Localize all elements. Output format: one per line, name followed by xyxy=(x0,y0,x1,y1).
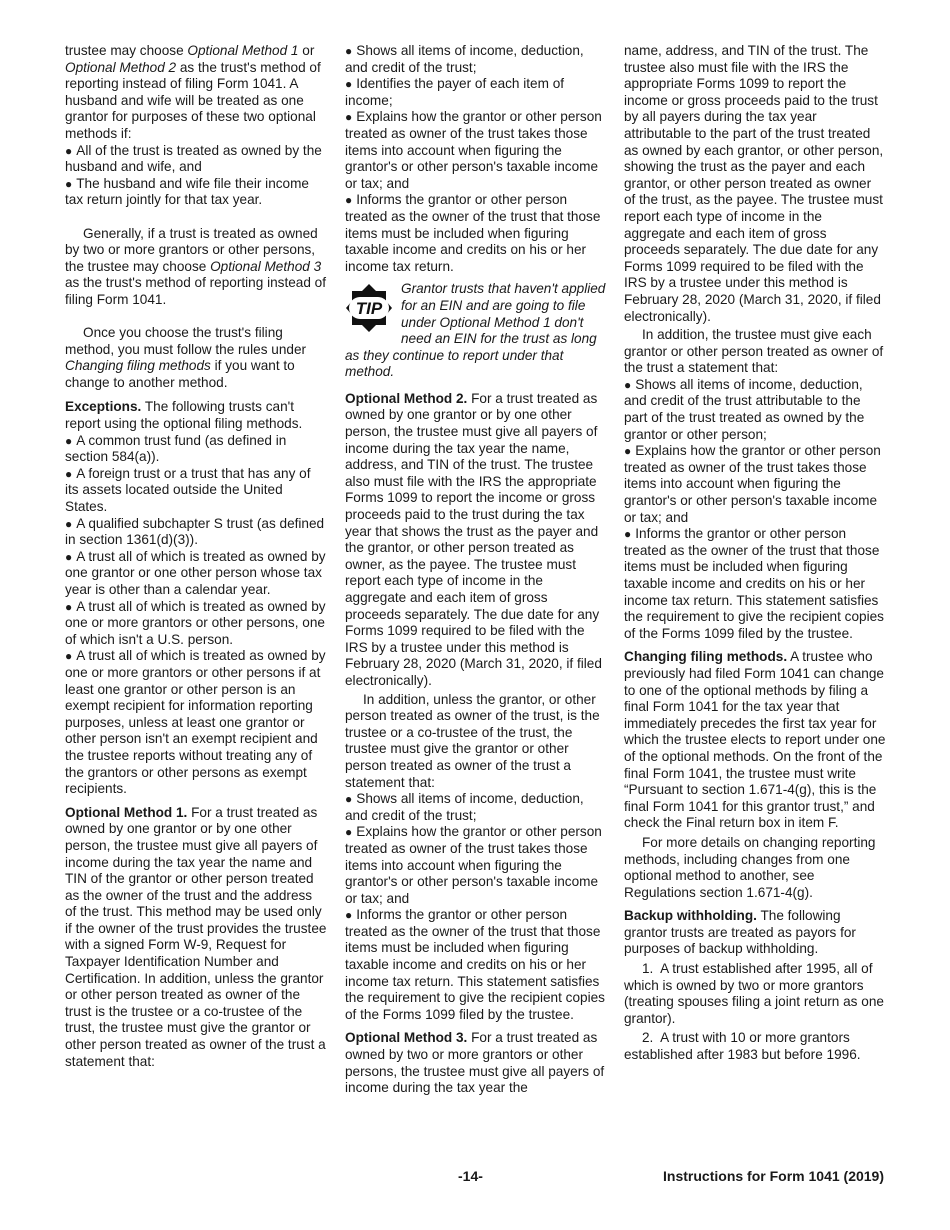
bullet-text: Shows all items of income, deduction, and credit of the trust; xyxy=(345,791,584,823)
bullet-icon: ● xyxy=(345,825,353,840)
bullet-text: Explains how the grantor or other person treated as owner of the trust takes those items into account when figuring the grantor's or other person's taxable income or tax; and xyxy=(345,109,602,191)
section-heading: Changing filing methods. xyxy=(624,649,788,665)
optional-method-3-paragraph xyxy=(345,1030,607,1096)
italic-term: Optional Method 1 xyxy=(187,43,299,58)
changing-filing-methods-paragraph xyxy=(624,649,886,832)
tip-icon xyxy=(345,283,393,333)
paragraph-in-addition: In addition, unless the grantor, or other person treated as owner of the trust, is the trustee or a co-trustee of the trust, the trustee must give the grantor or other person treated as owner of the trust a statement that: xyxy=(345,691,600,790)
optional-method-1-paragraph xyxy=(65,805,327,1071)
bullet-item xyxy=(65,599,327,649)
bullet-icon: ● xyxy=(65,649,73,664)
bullet-item xyxy=(345,109,607,192)
bullet-item xyxy=(65,466,327,516)
bullet-text: A qualified subchapter S trust (as defined in section 1361(d)(3)). xyxy=(65,515,325,548)
italic-term: Optional Method 3 xyxy=(210,258,322,274)
bullet-text: A trust all of which is treated as owned by one or more grantors or other persons, one of which isn't a U.S. person. xyxy=(65,598,326,647)
bullet-text: Explains how the grantor or other person treated as owner of the trust takes those items into account when figuring the grantor's or other person's taxable income or tax; and xyxy=(624,443,881,525)
exceptions-paragraph xyxy=(65,399,327,432)
bullet-item xyxy=(65,516,327,549)
paragraph-changing-method xyxy=(65,325,327,391)
numbered-item: 2. A trust with 10 or more grantors established after 1983 but before 1996. xyxy=(624,1030,861,1063)
bullet-text: Shows all items of income, deduction, and credit of the trust attributable to the part of the trust treated as owned by the grantor or other person; xyxy=(624,376,865,442)
text-run: as the trust's method of reporting instead of filing Form 1041. xyxy=(65,275,327,307)
bullet-icon: ● xyxy=(624,377,632,392)
bullet-icon: ● xyxy=(65,466,73,481)
section-heading: Exceptions. xyxy=(65,399,142,415)
text-run: as the trust's method of reporting instead of filing Form 1041. A husband and wife will be treated as one grantor for purposes of these two optional methods if: xyxy=(65,59,321,141)
bullet-text: Explains how the grantor or other person treated as owner of the trust takes those items into account when figuring the grantor's or other person's taxable income or tax; and xyxy=(345,824,602,906)
bullet-text: Shows all items of income, deduction, and credit of the trust; xyxy=(345,43,584,75)
section-heading: Backup withholding. xyxy=(624,908,757,924)
bullet-item xyxy=(624,377,886,443)
italic-term: Optional Method 2 xyxy=(65,59,177,75)
bullet-text: A trust all of which is treated as owned by one or more grantors or other persons if at least one grantor or other person is an exempt recipient for information reporting purposes, unless at least one grantor or other person isn't an exempt recipient and the trustee reports without treating any of the grantors or other persons as exempt recipients. xyxy=(65,648,326,797)
paragraph-more-details: For more details on changing reporting methods, including changes from one optional method to another, see Regulations section 1.671-4(g). xyxy=(624,834,876,900)
italic-term: Changing filing methods xyxy=(65,358,211,374)
bullet-text: A common trust fund (as defined in section 584(a)). xyxy=(65,432,287,465)
paragraph-in-addition: In addition, the trustee must give each grantor or other person treated as owner of the trust a statement that: xyxy=(624,327,884,376)
bullet-text: Informs the grantor or other person treated as the owner of the trust that those items must be included when figuring taxable income and credits on his or her income tax return. xyxy=(345,192,601,274)
bullet-item xyxy=(345,907,607,1023)
column-2 xyxy=(345,43,607,1097)
column-3 xyxy=(624,43,886,1064)
bullet-item xyxy=(65,143,327,176)
text-run: For a trust treated as owned by one grantor or by one other person, the trustee must give all payers of income during the tax year the name and TIN of the grantor or other person treated as the owner of the trust and the address of the trust. This method may be used only if the owner of the trust provides the trustee with a signed Form W-9, Request for Taxpayer Identification Number and Certification. In addition, unless the grantor or other person treated as owner of the trust is the trustee or a co-trustee of the trust, the trustee must give the grantor or other person treated as owner of the trust a statement that: xyxy=(65,804,327,1069)
text-run: A trustee who previously had filed Form 1041 can change to one of the optional methods by filing a final Form 1041 for the tax year that immediately precedes the first tax year for which the trustee elects to report under one of the optional methods. On the front of the final Form 1041, the trustee must write “Pursuant to section 1.671-4(g), this is the final Form 1041 for this grantor trust,” and check the Final return box in item F. xyxy=(624,649,886,831)
bullet-item xyxy=(345,192,607,275)
paragraph-optional-methods-intro xyxy=(65,43,327,143)
bullet-icon: ● xyxy=(624,444,632,459)
bullet-item xyxy=(624,443,886,526)
paragraph-two-grantors xyxy=(65,226,327,309)
bullet-item xyxy=(65,549,327,599)
bullet-item xyxy=(345,43,607,76)
bullet-icon: ● xyxy=(345,908,353,923)
text-run: The following trusts can't report using the optional filing methods. xyxy=(65,399,303,432)
section-heading: Optional Method 3. xyxy=(345,1030,468,1046)
section-heading: Optional Method 2. xyxy=(345,390,468,406)
text-run: For a trust treated as owned by one grantor or by one other person, the trustee must give all payers of income during the tax year the name, address, and TIN of the trust. The trustee also must file with the IRS the appropriate Forms 1099 to report the income or gross proceeds paid to the trust during the tax year that shows the trust as the payer and the grantor, or other person treated as owner, as the payee. The trustee must report each type of income in the aggregate and each item of gross proceeds separately. The due date for any Forms 1099 required to be filed with the IRS by a trustee under this method is February 28, 2020 (March 31, 2020, if filed electronically). xyxy=(345,390,602,688)
form-title: Instructions for Form 1041 (2019) xyxy=(663,1168,884,1184)
bullet-icon: ● xyxy=(345,110,353,125)
paragraph-method-3-continued: name, address, and TIN of the trust. The trustee also must file with the IRS the appropriate Forms 1099 to report the income or gross proceeds paid to the trust by all payers during the tax year attributable to the part of the trust treated as owned by each grantor, or other person, showing the trust as the payer and each grantor, or other person treated as owner of the trust, as the payee. The trustee must report each type of income in the aggregate and each item of gross proceeds separately. The due date for any Forms 1099 required to be filed with the IRS by a trustee under this method is February 28, 2020 (March 31, 2020, if filed electronically). xyxy=(624,43,884,324)
bullet-item xyxy=(345,76,607,109)
bullet-text: Informs the grantor or other person treated as the owner of the trust that those items must be included when figuring taxable income and credits on his or her income tax return. This statement satisfies the requirement to give the recipient copies of the Forms 1099 filed by the trustee. xyxy=(624,526,884,641)
text-run: if you want to change to another method. xyxy=(65,358,295,390)
bullet-item xyxy=(65,648,327,797)
bullet-item xyxy=(345,824,607,907)
bullet-text: Identifies the payer of each item of income; xyxy=(345,76,565,108)
bullet-icon: ● xyxy=(65,599,73,614)
bullet-icon: ● xyxy=(65,549,73,564)
bullet-icon: ● xyxy=(65,516,73,531)
bullet-icon: ● xyxy=(345,792,353,807)
column-1 xyxy=(65,43,327,1070)
bullet-text: A trust all of which is treated as owned by one grantor or one other person whose tax year is other than a calendar year. xyxy=(65,548,326,597)
bullet-item xyxy=(65,433,327,466)
bullet-icon: ● xyxy=(345,77,353,92)
bullet-icon: ● xyxy=(345,44,353,58)
bullet-text: All of the trust is treated as owned by the husband and wife, and xyxy=(65,142,322,175)
text-run: trustee may choose xyxy=(65,43,188,58)
bullet-icon: ● xyxy=(345,193,353,208)
bullet-text: Informs the grantor or other person treated as the owner of the trust that those items must be included when figuring taxable income and credits on his or her income tax return. This statement satisfies the requirement to give the recipient copies of the Forms 1099 filed by the trustee. xyxy=(345,907,605,1022)
bullet-icon: ● xyxy=(65,176,73,191)
text-run: For a trust treated as owned by two or more grantors or other persons, the trustee must give all payers of income during the tax year the xyxy=(345,1030,605,1096)
bullet-icon: ● xyxy=(65,143,73,158)
numbered-item: 1. A trust established after 1995, all of which is owned by two or more grantors (treating spouses filing a joint return as one grantor). xyxy=(624,961,884,1026)
bullet-item xyxy=(624,526,886,642)
bullet-item xyxy=(65,176,327,209)
tip-text: Grantor trusts that haven't applied for an EIN and are going to file under Optional Method 1 don't need an EIN for the trust as long as they continue to report under that method. xyxy=(345,281,606,380)
text-run: Once you choose the trust's filing method, you must follow the rules under xyxy=(65,325,307,357)
optional-method-2-paragraph xyxy=(345,391,607,690)
text-run: Generally, if a trust is treated as owned by two or more grantors or other persons, the trustee may choose xyxy=(65,225,318,274)
page-number: -14- xyxy=(458,1168,483,1184)
bullet-text: The husband and wife file their income tax return jointly for that tax year. xyxy=(65,175,309,208)
bullet-text: A foreign trust or a trust that has any of its assets located outside the United States. xyxy=(65,465,311,515)
tip-badge-label: TIP xyxy=(355,299,383,319)
bullet-icon: ● xyxy=(624,527,632,542)
text-run: or xyxy=(298,43,315,58)
text-run: The following grantor trusts are treated as payors for purposes of backup withholding. xyxy=(624,908,856,957)
bullet-icon: ● xyxy=(65,433,73,448)
tip-box xyxy=(345,281,607,381)
section-heading: Optional Method 1. xyxy=(65,804,188,820)
backup-withholding-paragraph xyxy=(624,908,886,958)
bullet-item xyxy=(345,791,607,824)
